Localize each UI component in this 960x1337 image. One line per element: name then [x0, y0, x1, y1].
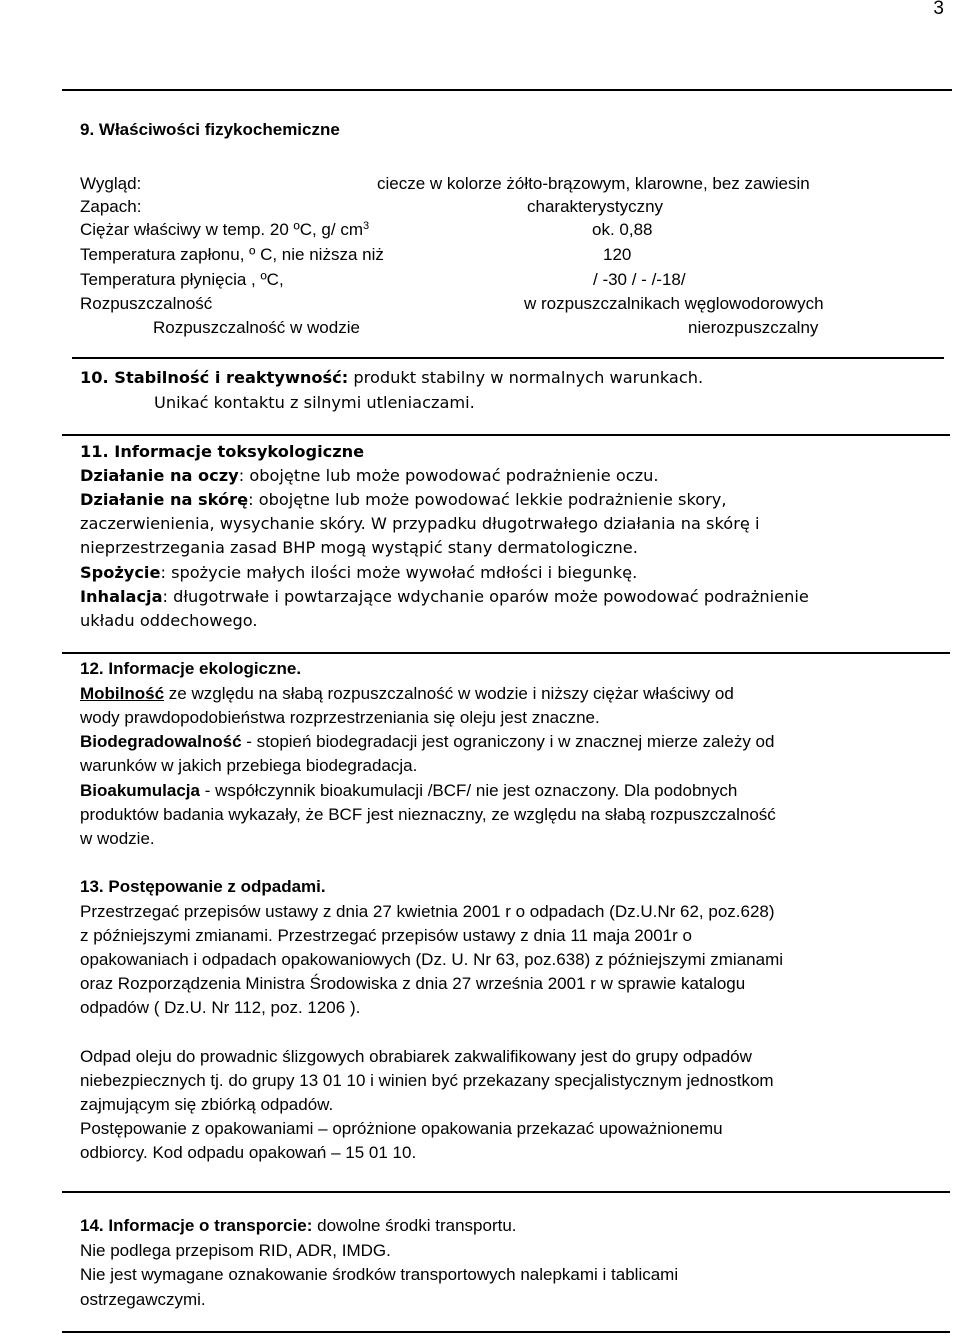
s9-label-ciezar: Ciężar właściwy w temp. 20 ºC, g/ $cm^3$ [80, 220, 370, 239]
s9-value-ciezar: ok. 0,88 [592, 220, 653, 239]
section-10-text: Unikać kontaktu z silnymi utleniaczami. [154, 393, 475, 412]
s9-label-rozpuszczalnosc: Rozpuszczalność [80, 294, 213, 313]
s13-p2-line: odbiorcy. Kod odpadu opakowań – 15 01 10. [80, 1143, 417, 1162]
s9-label-plyniecie: Temperatura płynięcia , ºC, [80, 270, 284, 289]
section-10-heading: 10. Stabilność i reaktywność: produkt stabilny w normalnych warunkach. [80, 368, 704, 387]
s12-biodegradowalnosc-2: warunków w jakich przebiega biodegradacja. [80, 756, 418, 775]
s12-bioakumulacja-1: Bioakumulacja - współczynnik bioakumulacji /BCF/ nie jest oznaczony. Dla podobnych [80, 781, 738, 800]
top-rule [62, 89, 952, 91]
s13-p2-line: niebezpiecznych tj. do grupy 13 01 10 i winien być przekazany specjalistycznym jednostkom [80, 1071, 774, 1090]
s12-bioakumulacja-2: produktów badania wykazały, że BCF jest nieznaczny, ze względu na słabą rozpuszczalność [80, 805, 776, 824]
section-14-heading: 14. Informacje o transporcie: dowolne środki transportu. [80, 1216, 517, 1235]
s9-label-rozp-woda: Rozpuszczalność w wodzie [153, 318, 360, 337]
rule-10-11 [62, 434, 950, 436]
s9-value-plyniecie: / -30 / - /-18/ [593, 270, 686, 289]
s11-skora-2: zaczerwienienia, wysychanie skóry. W przypadku długotrwałego działania na skórę i [80, 514, 760, 533]
s9-label-wyglad: Wygląd: [80, 174, 142, 193]
s14-line: Nie jest wymagane oznakowanie środków transportowych nalepkami i tablicami [80, 1265, 679, 1284]
s13-p2-line: Odpad oleju do prowadnic ślizgowych obrabiarek zakwalifikowany jest do grupy odpadów [80, 1047, 752, 1066]
s9-value-rozpuszczalnosc: w rozpuszczalnikach węglowodorowych [524, 294, 824, 313]
section-12-title: 12. Informacje ekologiczne. [80, 659, 302, 678]
s13-p1-line: opakowaniach i odpadach opakowaniowych (Dz. U. Nr 63, poz.638) z późniejszymi zmianami [80, 950, 784, 969]
s12-bioakumulacja-3: w wodzie. [80, 829, 155, 848]
s9-value-zapach: charakterystyczny [527, 197, 664, 216]
s11-spozycie: Spożycie: spożycie małych ilości może wywołać mdłości i biegunkę. [80, 563, 638, 582]
s13-p2-line: zajmującym się zbiórką odpadów. [80, 1095, 334, 1114]
s9-value-zaplon: 120 [603, 245, 632, 264]
s14-line: ostrzegawczymi. [80, 1290, 206, 1309]
s12-mobilnosc-1: Mobilność ze względu na słabą rozpuszczalność w wodzie i niższy ciężar właściwy od [80, 684, 734, 703]
page-number: 3 [933, 0, 944, 19]
section-11-title: 11. Informacje toksykologiczne [80, 442, 365, 461]
s12-mobilnosc-2: wody prawdopodobieństwa rozprzestrzeniania się oleju jest znaczne. [80, 708, 600, 727]
rule-9-10 [72, 357, 944, 359]
section-13-title: 13. Postępowanie z odpadami. [80, 877, 326, 896]
bottom-rule [62, 1331, 950, 1333]
s13-p1-line: odpadów ( Dz.U. Nr 112, poz. 1206 ). [80, 998, 361, 1017]
s13-p1-line: Przestrzegać przepisów ustawy z dnia 27 kwietnia 2001 r o odpadach (Dz.U.Nr 62, poz.628) [80, 902, 775, 921]
s9-value-rozp-woda: nierozpuszczalny [688, 318, 819, 337]
rule-13-14 [62, 1191, 950, 1193]
s14-line: Nie podlega przepisom RID, ADR, IMDG. [80, 1241, 391, 1260]
section-9-title: 9. Właściwości fizykochemiczne [80, 120, 340, 139]
s9-value-wyglad: ciecze w kolorze żółto-brązowym, klarowne, bez zawiesin [377, 174, 810, 193]
s11-skora-1: Działanie na skórę: obojętne lub może powodować lekkie podrażnienie skory, [80, 490, 727, 509]
s11-skora-3: nieprzestrzegania zasad BHP mogą wystąpić stany dermatologiczne. [80, 538, 638, 557]
s11-inhalacja-1: Inhalacja: długotrwałe i powtarzające wdychanie oparów może powodować podrażnienie [80, 587, 809, 606]
s11-oczy: Działanie na oczy: obojętne lub może powodować podrażnienie oczu. [80, 466, 659, 485]
s13-p1-line: oraz Rozporządzenia Ministra Środowiska z dnia 27 września 2001 r w sprawie katalogu [80, 974, 746, 993]
s12-biodegradowalnosc-1: Biodegradowalność - stopień biodegradacji jest ograniczony i w znacznej mierze zależy od [80, 732, 775, 751]
s11-inhalacja-2: układu oddechowego. [80, 611, 258, 630]
s13-p2-line: Postępowanie z opakowaniami – opróżnione opakowania przekazać upoważnionemu [80, 1119, 723, 1138]
s9-label-zapach: Zapach: [80, 197, 142, 216]
s13-p1-line: z późniejszymi zmianami. Przestrzegać przepisów ustawy z dnia 11 maja 2001r o [80, 926, 692, 945]
rule-11-12 [62, 652, 950, 654]
s9-label-zaplon: Temperatura zapłonu, º C, nie niższa niż [80, 245, 384, 264]
